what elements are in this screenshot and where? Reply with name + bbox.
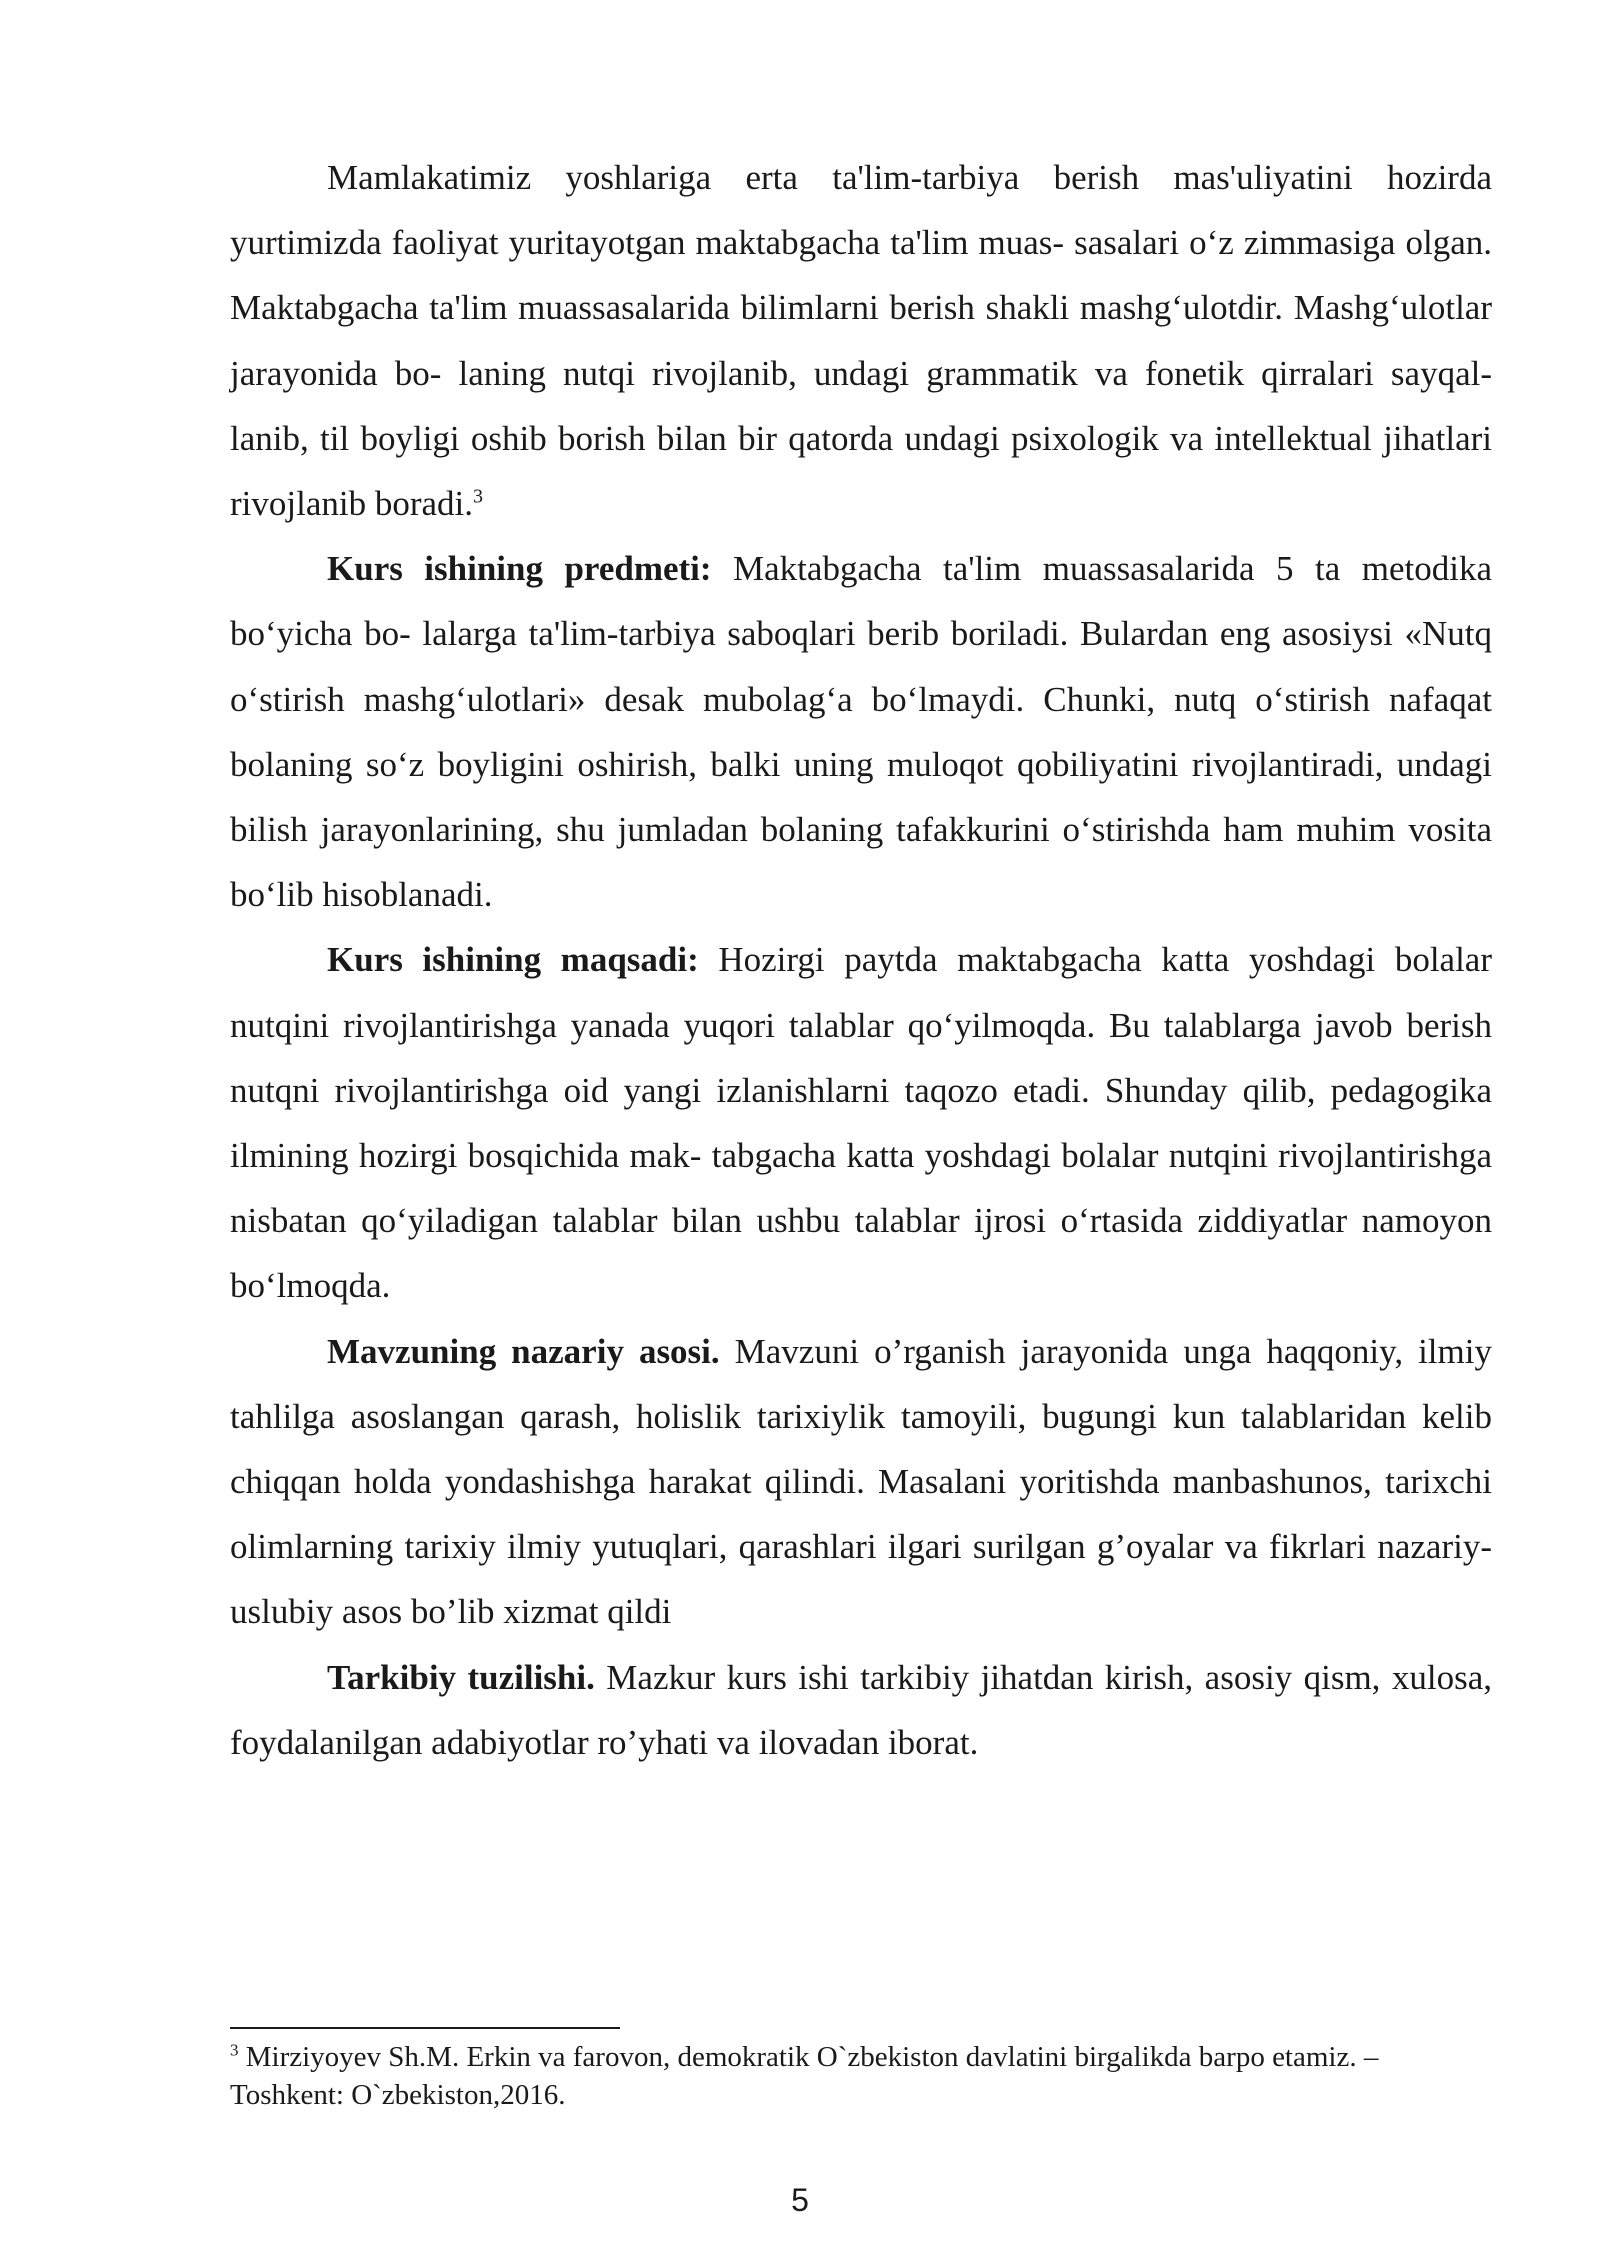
- paragraph-subject: [230, 536, 1492, 927]
- footnote-text: Mirziyoyev Sh.M. Erkin va farovon, demokratik O`zbekiston davlatini birgalikda barpo etamiz. –Toshkent: O`zbekiston,2016.: [230, 2041, 1379, 2111]
- paragraph-text: Mavzuni o’rganish jarayonida unga haqqoniy, ilmiy tahlilga asoslangan qarash, holislik tarixiylik tamoyili, bugungi kun talablaridan kelib chiqqan holda yondashishga harakat qilindi. Masalani yoritishda manbashunos, tarixchi olimlarning tarixiy ilmiy yutuqlari, qarashlari ilgari surilgan g’oyalar va fikrlari nazariy-uslubiy asos bo’lib xizmat qildi: [230, 1331, 1492, 1632]
- paragraph-theory: [230, 1319, 1492, 1645]
- footnote-divider: [230, 2027, 620, 2029]
- paragraph-text: Mazkur kurs ishi tarkibiy jihatdan kirish, asosiy qism, xulosa, foydalanilgan adabiyotlar ro’yhati va ilovadan iborat.: [230, 1657, 1493, 1762]
- section-heading-theory: Mavzuning nazariy asosi.: [327, 1331, 720, 1371]
- paragraph-text: Maktabgacha ta'lim muassasalarida 5 ta metodika bo‘yicha bo- lalarga ta'lim-tarbiya saboqlari berib boriladi. Bulardan eng asosiysi «Nutq o‘stirish mashg‘ulotlari» desak mubolag‘a bo‘lmaydi. Chunki, nutq o‘stirish nafaqat bolaning so‘z boyligini oshirish, balki uning muloqot qobiliyatini rivojlantiradi, undagi bilish jarayonlarining, shu jumladan bolaning tafakkurini o‘stirishda ham muhim vosita bo‘lib hisoblanadi.: [230, 549, 1492, 915]
- page-number: 5: [791, 2182, 809, 2218]
- paragraph-intro: [230, 145, 1492, 536]
- paragraph-goal: [230, 927, 1492, 1318]
- footnote-number: 3: [230, 2040, 239, 2060]
- footnote: [230, 2038, 1492, 2114]
- section-heading-structure: Tarkibiy tuzilishi.: [327, 1657, 595, 1697]
- paragraph-text: Hozirgi paytda maktabgacha katta yoshdagi bolalar nutqini rivojlantirishga yanada yuqori talablar qo‘yilmoqda. Bu talablarga javob berish nutqni rivojlantirishga oid yangi izlanishlarni taqozo etadi. Shunday qilib, pedagogika ilmining hozirgi bosqichida mak- tabgacha katta yoshdagi bolalar nutqini rivojlantirishga nisbatan qo‘yiladigan talablar bilan ushbu talablar ijrosi o‘rtasida ziddiyatlar namoyon bo‘lmoqda.: [230, 940, 1492, 1306]
- footnote-reference[interactable]: 3: [473, 485, 484, 508]
- paragraph-text: Mamlakatimiz yoshlariga erta ta'lim-tarbiya berish mas'uliyatini hozirda yurtimizda faoliyat yuritayotgan maktabgacha ta'lim muas- sasalari o‘z zimmasiga olgan. Maktabgacha ta'lim muassasalarida bilimlarni berish shakli mashg‘ulotdir. Mashg‘ulotlar jarayonida bo- laning nutqi rivojlanib, undagi grammatik va fonetik qirralari sayqal- lanib, til boyligi oshib borish bilan bir qatorda undagi psixologik va intellektual jihatlari rivojlanib boradi.: [230, 158, 1492, 524]
- document-body: [230, 145, 1492, 1775]
- paragraph-structure: [230, 1645, 1492, 1775]
- section-heading-goal: Kurs ishining maqsadi:: [327, 940, 699, 980]
- section-heading-subject: Kurs ishining predmeti:: [327, 549, 712, 589]
